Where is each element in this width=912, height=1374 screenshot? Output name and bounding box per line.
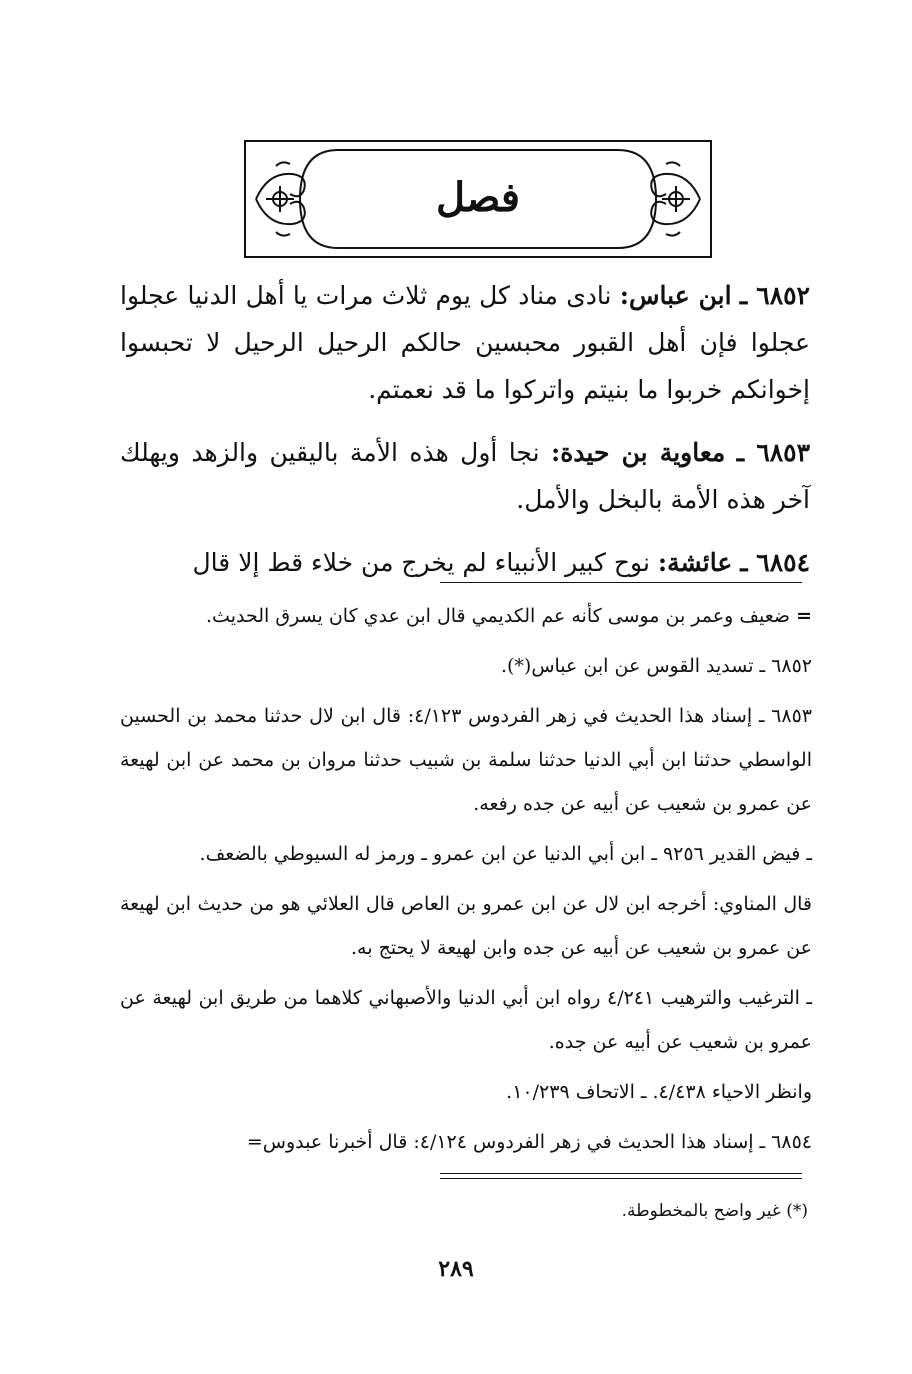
- note-text: قال المناوي: أخرجه ابن لال عن ابن عمرو بن العاص قال العلائي هو من حديث ابن لهيعة عن عمرو بن شعيب عن أبيه عن جده وابن لهيعة لا يحتج به.: [120, 893, 812, 959]
- entry-text: نجا أول هذه الأمة باليقين والزهد ويهلك آخر هذه الأمة بالبخل والأمل.: [120, 438, 810, 514]
- note-paragraph: [120, 1070, 812, 1114]
- note-paragraph: [120, 1120, 812, 1164]
- narrator-name: ابن عباس:: [619, 281, 732, 310]
- note-text: ٦٨٥٣ ـ إسناد هذا الحديث في زهر الفردوس ٤/١٢٣: قال ابن لال حدثنا محمد بن الحسين الواسطي حدثنا ابن أبي الدنيا حدثنا سلمة بن شبيب حدثنا مروان بن محمد عن ابن لهيعة عن عمرو بن شعيب عن أبيه عن جده رفعه.: [120, 705, 812, 815]
- continuation-mark: =: [796, 605, 812, 627]
- narrator-name: معاوية بن حيدة:: [550, 438, 726, 467]
- footnote-separator: [440, 1173, 802, 1179]
- chapter-heading-frame: [244, 140, 712, 258]
- commentary-notes: [120, 594, 812, 1170]
- entry-text: نوح كبير الأنبياء لم يخرج من خلاء قط إلا قال: [192, 548, 650, 577]
- note-paragraph: [120, 594, 812, 638]
- separator-rule: [440, 582, 802, 583]
- note-paragraph: [120, 882, 812, 970]
- entry-number: ٦٨٥٣ ـ: [736, 438, 811, 467]
- note-text: ٦٨٥٢ ـ تسديد القوس عن ابن عباس(*).: [500, 655, 812, 677]
- entry-number: ٦٨٥٤ ـ: [740, 548, 810, 577]
- hadith-entry: [120, 429, 810, 523]
- hadith-entry: [120, 272, 810, 413]
- note-paragraph: [120, 832, 812, 876]
- note-text: وانظر الاحياء ٤/٤٣٨. ـ الاتحاف ١٠/٢٣٩.: [506, 1081, 812, 1103]
- note-text: ـ فيض القدير ٩٢٥٦ ـ ابن أبي الدنيا عن ابن عمرو ـ ورمز له السيوطي بالضعف.: [199, 843, 812, 865]
- narrator-name: عائشة:: [657, 548, 733, 577]
- note-paragraph: [120, 976, 812, 1064]
- page-number: ٢٨٩: [438, 1256, 474, 1282]
- note-paragraph: [120, 694, 812, 826]
- note-paragraph: [120, 644, 812, 688]
- footnote: (*) غير واضح بالمخطوطة.: [621, 1201, 808, 1221]
- note-text: ـ الترغيب والترهيب ٤/٢٤١ رواه ابن أبي الدنيا والأصبهاني كلاهما من طريق ابن لهيعة عن عمرو بن شعيب عن أبيه عن جده.: [120, 987, 812, 1053]
- chapter-title: فصل: [435, 174, 521, 221]
- hadith-entries: [120, 272, 810, 602]
- note-text: ضعيف وعمر بن موسى كأنه عم الكديمي قال ابن عدي كان يسرق الحديث.: [206, 605, 791, 627]
- note-text: ٦٨٥٤ ـ إسناد هذا الحديث في زهر الفردوس ٤/١٢٤: قال أخبرنا عبدوس=: [246, 1131, 812, 1153]
- entry-number: ٦٨٥٢ ـ: [739, 281, 810, 310]
- hadith-entry: [120, 539, 810, 586]
- entry-text: نادى مناد كل يوم ثلاث مرات يا أهل الدنيا عجلوا عجلوا فإن أهل القبور محبسين حالكم الرحيل الرحيل لا تحبسوا إخوانكم خربوا ما بنيتم واتركوا ما قد نعمتم.: [120, 281, 810, 404]
